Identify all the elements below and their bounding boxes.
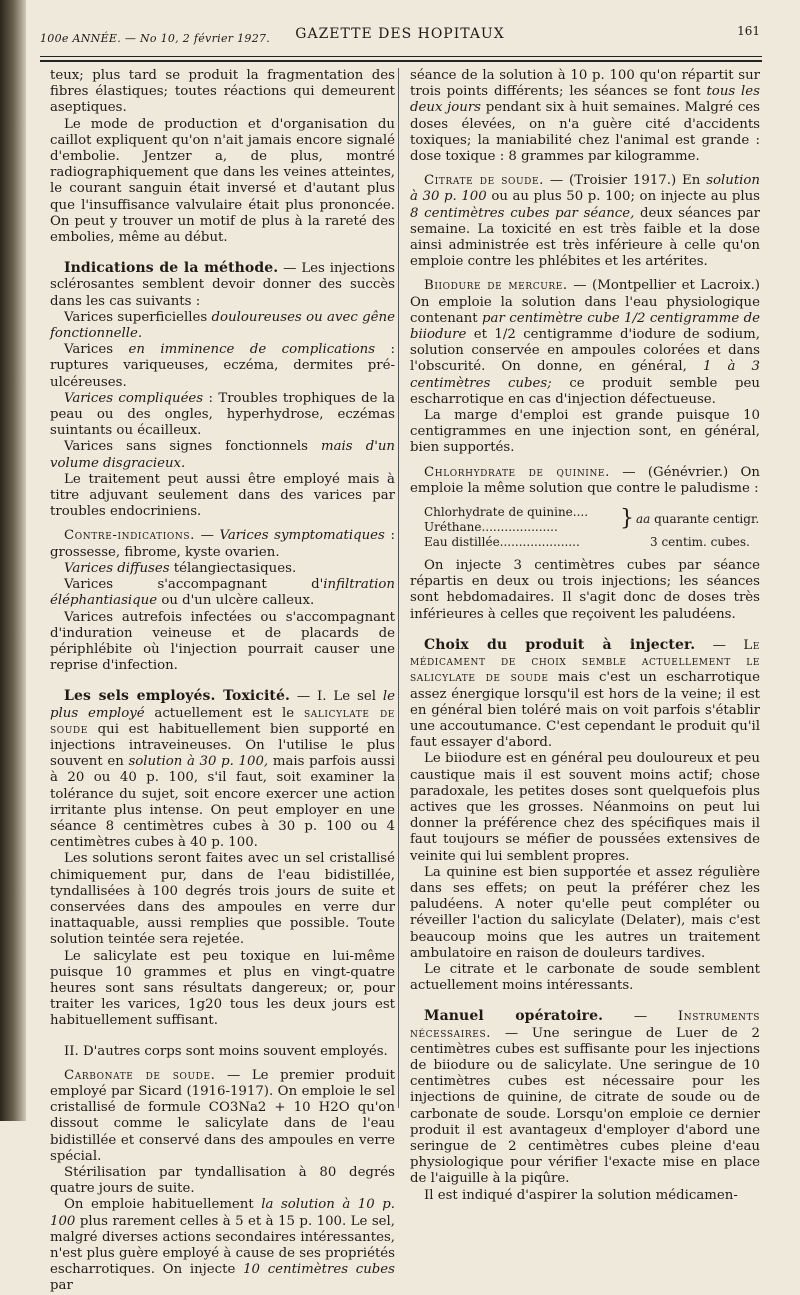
section-heading: Les sels employés. Toxicité. bbox=[64, 688, 290, 705]
formula-block bbox=[424, 505, 760, 550]
section-carbonate: Carbonate de soude. — Le premier produit employé par Sicard (1916-1917). On emploie le sel cristallisé de formule CO3Na2 + 10 H2O qu'on dissout comme le salicylate dans de l'eau bidistillée et conservé dans des ampoules en verre spécial. bbox=[50, 1067, 395, 1164]
formula-line: Eau distillée..................... bbox=[424, 535, 580, 550]
formula-line: Chlorhydrate de quinine.... bbox=[424, 505, 589, 520]
paragraph: Les solutions seront faites avec un sel cristallisé chimiquement pur, dans de l'eau bidistillée, tyndallisées à 100 degrés trois jours de suite et conservées dans des ampoules en verre dur inattaquable, aussi remplies que possible. Toute solution teintée sera rejetée. bbox=[50, 851, 395, 948]
paragraph: Il est indiqué d'aspirer la solution médicamen- bbox=[424, 1187, 738, 1203]
header-issue-info: 100e ANNÉE. — No 10, 2 février 1927. bbox=[40, 32, 271, 45]
paragraph: séance de la solution à 10 p. 100 qu'on répartit sur trois points différents; les séances se font tous les deux jours pendant six à huit semaines. Malgré ces doses élevées, on n'a guère cité d'accidents toxiques; la maniabilité chez l'animal est grande : dose toxique : 8 grammes par kilogramme. bbox=[410, 68, 760, 165]
paragraph: On emploie habituellement la solution à 10 p. 100 plus rarement celles à 5 et à 15 p. 100. Le sel, malgré diverses actions secondaires intéressantes, n'est plus guère employé à cause de ses propriétés escharrotiques. On injecte 10 centimètres cubes par bbox=[50, 1197, 395, 1294]
formula-brace: } bbox=[620, 506, 634, 532]
paragraph: Le biiodure est en général peu douloureux et peu caustique mais il est souvent moins actif; chose paradoxale, les petites doses sont quelquefois plus actives que les grosses. Néanmoins on peut lui donner la préférence chez des spécifiques mais il faut toujours se méfier de poussées extensives de veinite qui lui semblent propres. bbox=[410, 751, 760, 864]
section-contra-indications: Contre-indications. — Varices symptomatiques : grossesse, fibrome, kyste ovarien. bbox=[50, 528, 395, 560]
formula-quantity: 3 centim. cubes. bbox=[650, 535, 750, 550]
paragraph: Varices superficielles douloureuses ou avec gêne fonctionnelle. bbox=[50, 309, 395, 342]
header-rule-thick bbox=[40, 60, 762, 62]
section-heading: Biiodure de mercure. bbox=[424, 278, 568, 294]
right-column bbox=[410, 68, 760, 1204]
paragraph: Le traitement peut aussi être employé mais à titre adjuvant seulement dans des varices par troubles endocriniens. bbox=[50, 471, 395, 520]
section-heading: Carbonate de soude. bbox=[64, 1067, 216, 1083]
header-rule-thin bbox=[40, 56, 762, 57]
header-journal-title: GAZETTE DES HOPITAUX bbox=[295, 26, 505, 42]
section-citrate: Citrate de soude. — (Troisier 1917.) En solution à 30 p. 100 ou au plus 50 p. 100; on injecte au plus 8 centimètres cubes par séance, deux séances par semaine. La toxicité en est très faible et la dose ainsi administrée est très inférieure à celle qu'on emploie contre les phlébites et les artérites. bbox=[410, 173, 760, 270]
section-manuel: Manuel opératoire. — Instruments nécessaires. — Une seringue de Luer de 2 centimètres cubes est suffisante pour les injections de biiodure ou de salicylate. Une seringue de 10 centimètres cubes est nécessaire pour les injections de quinine, de citrate de soude ou de carbonate de soude. Lorsqu'on emploie ce dernier produit il est avantageux d'employer d'abord une seringue de 2 centimètres cubes pleine d'eau physiologique pour vérifier l'exacte mise en place de l'aiguille à la piqûre. bbox=[410, 1008, 760, 1187]
paragraph: Varices compliquées : Troubles trophiques de la peau ou des ongles, hyperhydrose, eczémas suintants ou écailleux. bbox=[50, 390, 395, 439]
paragraph: La quinine est bien supportée et assez régulière dans ses effets; on peut la préférer chez les paludéens. A noter qu'elle peut compléter ou réveiller l'action du salicylate (Delater), mais c'est beaucoup moins que les autres un traitement ambulatoire en raison de douleurs tardives. bbox=[410, 864, 760, 961]
paragraph: Le salicylate est peu toxique en lui-même puisque 10 grammes et plus en vingt-quatre heures sont sans résultats dangereux; or, pour traiter les varices, 1g20 tous les deux jours est habituellement suffisant. bbox=[50, 948, 395, 1029]
section-heading: Chlorhydrate de quinine. bbox=[424, 464, 610, 480]
paragraph: Le citrate et le carbonate de soude semblent actuellement moins intéressants. bbox=[410, 961, 760, 994]
binding-shadow bbox=[0, 0, 26, 1121]
left-column bbox=[50, 68, 395, 1295]
page-header bbox=[40, 22, 760, 52]
paragraph: Varices sans signes fonctionnels mais d'un volume disgracieux. bbox=[50, 439, 395, 471]
paragraph: Varices s'accompagnant d'infiltration éléphantiasique ou d'un ulcère calleux. bbox=[50, 577, 395, 609]
section-indications: Indications de la méthode. — Les injections sclérosantes semblent devoir donner des succès dans les cas suivants : bbox=[50, 260, 396, 309]
paragraph: Varices en imminence de complications : ruptures variqueuses, eczéma, dermites pré-ulcéreuses. bbox=[50, 342, 395, 390]
formula-line: Uréthane.................... bbox=[424, 520, 558, 535]
paragraph: Varices autrefois infectées ou s'accompagnant d'induration veineuse et de placards de périphlébite où l'injection pourrait causer une reprise d'infection. bbox=[50, 609, 395, 674]
section-chlorhydrate: Chlorhydrate de quinine. — (Génévrier.) On emploie la même solution que contre le paludisme : bbox=[410, 464, 760, 496]
section-heading: Choix du produit à injecter. bbox=[424, 636, 696, 653]
section-heading: Manuel opératoire. bbox=[424, 1008, 604, 1025]
column-divider bbox=[398, 68, 399, 1108]
section-heading: Indications de la méthode. bbox=[64, 260, 279, 277]
paragraph: II. D'autres corps sont moins souvent employés. bbox=[64, 1043, 388, 1059]
paragraph: La marge d'emploi est grande puisque 10 centigrammes en une injection sont, en général, bien supportés. bbox=[410, 408, 760, 456]
section-choix: Choix du produit à injecter. — Le médicament de choix semble actuellement le salicylate de soude mais c'est un escharrotique assez énergique lorsqu'il est hors de la veine; il est en général bien toléré mais on voit parfois s'établir une accoutumance. C'est cependant le produit qu'il faut essayer d'abord. bbox=[410, 636, 760, 751]
section-biiodure: Biiodure de mercure. — (Montpellier et Lacroix.) On emploie la solution dans l'eau physiologique contenant par centimètre cube 1/2 centigramme de biiodure et 1/2 centigramme d'iodure de sodium, solution conservée en ampoules colorées et dans l'obscurité. On donne, en général, 1 à 3 centimètres cubes; ce produit semble peu escharrotique en cas d'injection défectueuse. bbox=[410, 278, 760, 407]
section-sels: Les sels employés. Toxicité. — I. Le sel le plus employé actuellement est le salicylate de soude qui est habituellement bien supporté en injections intraveineuses. On l'utilise le plus souvent en solution à 30 p. 100, mais parfois aussi à 20 ou 40 p. 100, s'il faut, soit examiner la tolérance du sujet, soit encore exercer une action irritante plus intense. On peut employer en une séance 8 centimètres cubes à 30 p. 100 ou 4 centimètres cubes à 40 p. 100. bbox=[50, 688, 395, 851]
header-page-number: 161 bbox=[737, 24, 760, 38]
formula-quantity: aa quarante centigr. bbox=[636, 512, 760, 527]
section-heading: Contre-indications. bbox=[64, 528, 195, 544]
paragraph: teux; plus tard se produit la fragmentation des fibres élastiques; toutes réactions qui demeurent aseptiques. bbox=[50, 68, 395, 116]
paragraph: Stérilisation par tyndallisation à 80 degrés quatre jours de suite. bbox=[50, 1165, 395, 1197]
paragraph: Le mode de production et d'organisation du caillot expliquent qu'on n'ait jamais encore signalé d'embolie. Jentzer a, de plus, montré radiographiquement que dans les veines atteintes, le courant sanguin était inversé et d'autant plus que l'insuffisance valvulaire était plus prononcée. On peut y trouver un motif de plus à la rareté des embolies, même au début. bbox=[50, 116, 395, 246]
section-heading: Citrate de soude. bbox=[424, 173, 544, 189]
paragraph: Varices diffuses télangiectasiques. bbox=[64, 560, 297, 576]
paragraph: On injecte 3 centimètres cubes par séance répartis en deux ou trois injections; les séances sont hebdomadaires. Il s'agit donc de doses très inférieures à celles que reçoivent les paludéens. bbox=[410, 558, 760, 622]
